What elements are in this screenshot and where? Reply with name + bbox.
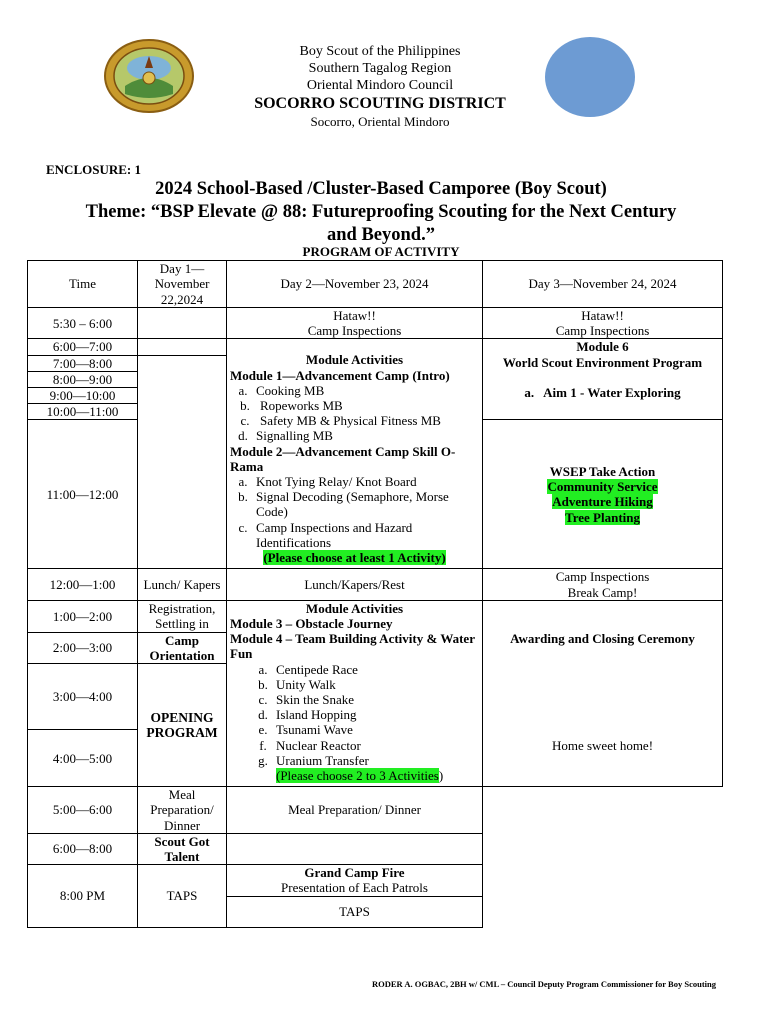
break-camp-text: Break Camp!	[567, 584, 638, 600]
list-item: a. Knot Tying Relay/ Knot Board	[238, 474, 417, 490]
day1-meal-cell: Meal Preparation/ Dinner	[138, 787, 227, 834]
time-cell: 4:00—5:00	[28, 730, 138, 787]
table-row	[28, 787, 723, 834]
day1-lunch-cell: Lunch/ Kapers	[138, 569, 227, 600]
list-item: d. Island Hopping	[258, 707, 357, 723]
time-cell: 7:00—8:00	[28, 355, 138, 371]
day1-empty-cell	[138, 308, 227, 339]
day1-talent-cell: Scout Got Talent	[138, 833, 227, 864]
header-day1: Day 1—November 22,2024	[138, 261, 227, 308]
module-4-list	[230, 662, 479, 768]
org-name: Boy Scout of the Philippines	[299, 44, 461, 59]
time-cell: 2:00—3:00	[28, 632, 138, 663]
region-name: Southern Tagalog Region	[308, 61, 452, 76]
time-cell: 12:00—1:00	[28, 569, 138, 600]
time-cell: 10:00—11:00	[28, 404, 138, 420]
list-item: f. Nuclear Reactor	[259, 737, 361, 753]
enclosure-label: ENCLOSURE: 1	[46, 162, 141, 177]
day1-taps-cell: TAPS	[138, 865, 227, 927]
tree-planting-item: Tree Planting	[565, 509, 640, 525]
camp-inspections-text: Camp Inspections	[307, 323, 402, 339]
list-item: g. Uranium Transfer	[258, 752, 369, 768]
aim-1-item: a. Aim 1 - Water Exploring	[524, 384, 681, 400]
list-item: b. Signal Decoding (Semaphore, Morse Code)	[238, 489, 449, 520]
theme-line: Theme: “BSP Elevate @ 88: Futureproofing Scouting for the Next Century	[85, 202, 677, 222]
module-1-heading: Module 1—Advancement Camp (Intro)	[230, 367, 450, 383]
footer-signature: RODER A. OGBAC, 2BH w/ CML – Council Deputy Program Commissioner for Boy Scouting	[371, 979, 716, 989]
day2-empty-cell	[227, 833, 483, 864]
list-item: e. Tsunami Wave	[258, 722, 353, 738]
day1-empty-cell	[138, 339, 227, 355]
day1-opening-program-cell: OPENING PROGRAM	[138, 664, 227, 787]
day2-hataw-cell	[227, 308, 483, 339]
hataw-text: Hataw!!	[333, 308, 376, 323]
time-cell: 3:00—4:00	[28, 664, 138, 730]
list-item: c. Camp Inspections and Hazard Identifications	[238, 519, 413, 550]
theme-line-continued: and Beyond.”	[327, 225, 435, 245]
day2-meal-cell: Meal Preparation/ Dinner	[227, 787, 483, 834]
list-item: c. Skin the Snake	[258, 692, 354, 708]
day2-taps-cell: TAPS	[227, 896, 483, 927]
table-row	[28, 569, 723, 600]
list-item: a. Centipede Race	[258, 661, 358, 677]
table-row	[28, 308, 723, 339]
list-item: b. Ropeworks MB	[240, 398, 343, 414]
program-heading: PROGRAM OF ACTIVITY	[302, 244, 460, 259]
camp-inspections-text: Camp Inspections	[555, 323, 650, 339]
home-sweet-home-text: Home sweet home!	[551, 738, 654, 754]
wsep-program-heading: World Scout Environment Program	[502, 354, 703, 370]
day3-hataw-cell	[483, 308, 723, 339]
time-cell: 9:00—10:00	[28, 388, 138, 404]
time-cell: 8:00—9:00	[28, 371, 138, 387]
module-2-list	[230, 474, 479, 550]
program-table	[27, 260, 723, 928]
header-day3: Day 3—November 24, 2024	[483, 261, 723, 308]
table-row	[28, 600, 723, 632]
day3-empty-cell	[483, 787, 723, 927]
district-logo-placeholder	[545, 37, 635, 117]
district-name: SOCORRO SCOUTING DISTRICT	[254, 95, 506, 112]
adventure-hiking-item: Adventure Hiking	[552, 494, 653, 510]
patrol-presentation-text: Presentation of Each Patrols	[281, 880, 428, 896]
district-location: Socorro, Oriental Mindoro	[310, 114, 450, 129]
time-cell: 6:00—8:00	[28, 833, 138, 864]
day2-campfire-cell	[227, 865, 483, 896]
table-row	[28, 339, 723, 355]
day3-wsep-cell	[483, 420, 723, 569]
choose-activities-note: (Please choose 2 to 3 Activities)	[276, 768, 444, 784]
header-day2: Day 2—November 23, 2024	[227, 261, 483, 308]
day3-module6-cell	[483, 339, 723, 420]
awarding-ceremony-text: Awarding and Closing Ceremony	[510, 630, 695, 646]
module-1-list	[230, 383, 479, 444]
day2-afternoon-modules-cell	[227, 600, 483, 786]
council-name: Oriental Mindoro Council	[306, 78, 454, 93]
module-activities-heading: Module Activities	[305, 352, 404, 368]
choose-activity-note: (Please choose at least 1 Activity)	[263, 550, 446, 566]
module-3-heading: Module 3 – Obstacle Journey	[230, 616, 393, 632]
list-item: a. Cooking MB	[238, 382, 325, 398]
list-item: b. Unity Walk	[258, 676, 336, 692]
day2-lunch-cell: Lunch/Kapers/Rest	[227, 569, 483, 600]
day3-closing-cell	[483, 600, 723, 786]
day1-camp-orientation-cell: Camp Orientation	[138, 632, 227, 663]
time-cell: 5:30 – 6:00	[28, 308, 138, 339]
day1-empty-cell	[138, 355, 227, 569]
camp-inspections-text: Camp Inspections	[555, 569, 650, 585]
time-cell: 8:00 PM	[28, 865, 138, 927]
hataw-text: Hataw!!	[581, 308, 624, 323]
time-cell: 5:00—6:00	[28, 787, 138, 834]
community-service-item: Community Service	[547, 479, 658, 495]
document-title: 2024 School-Based /Cluster-Based Camporee (Boy Scout)	[155, 179, 607, 199]
grand-camp-fire-text: Grand Camp Fire	[304, 865, 405, 881]
council-seal-logo	[103, 38, 195, 114]
header-time: Time	[28, 261, 138, 308]
wsep-heading: WSEP Take Action	[549, 464, 656, 480]
module-activities-heading: Module Activities	[305, 600, 404, 616]
list-item: d. Signalling MB	[238, 428, 333, 444]
table-header-row	[28, 261, 723, 308]
day1-registration-cell: Registration, Settling in	[138, 600, 227, 632]
time-cell: 1:00—2:00	[28, 600, 138, 632]
day2-module-activities-cell	[227, 339, 483, 569]
day3-break-camp-cell	[483, 569, 723, 600]
list-item: c. Safety MB & Physical Fitness MB	[240, 413, 441, 429]
module-2-heading: Module 2—Advancement Camp Skill O-Rama	[230, 443, 456, 474]
module-6-heading: Module 6	[576, 339, 629, 355]
module-4-heading: Module 4 – Team Building Activity & Water Fun	[230, 631, 475, 662]
time-cell: 11:00—12:00	[28, 420, 138, 569]
time-cell: 6:00—7:00	[28, 339, 138, 355]
